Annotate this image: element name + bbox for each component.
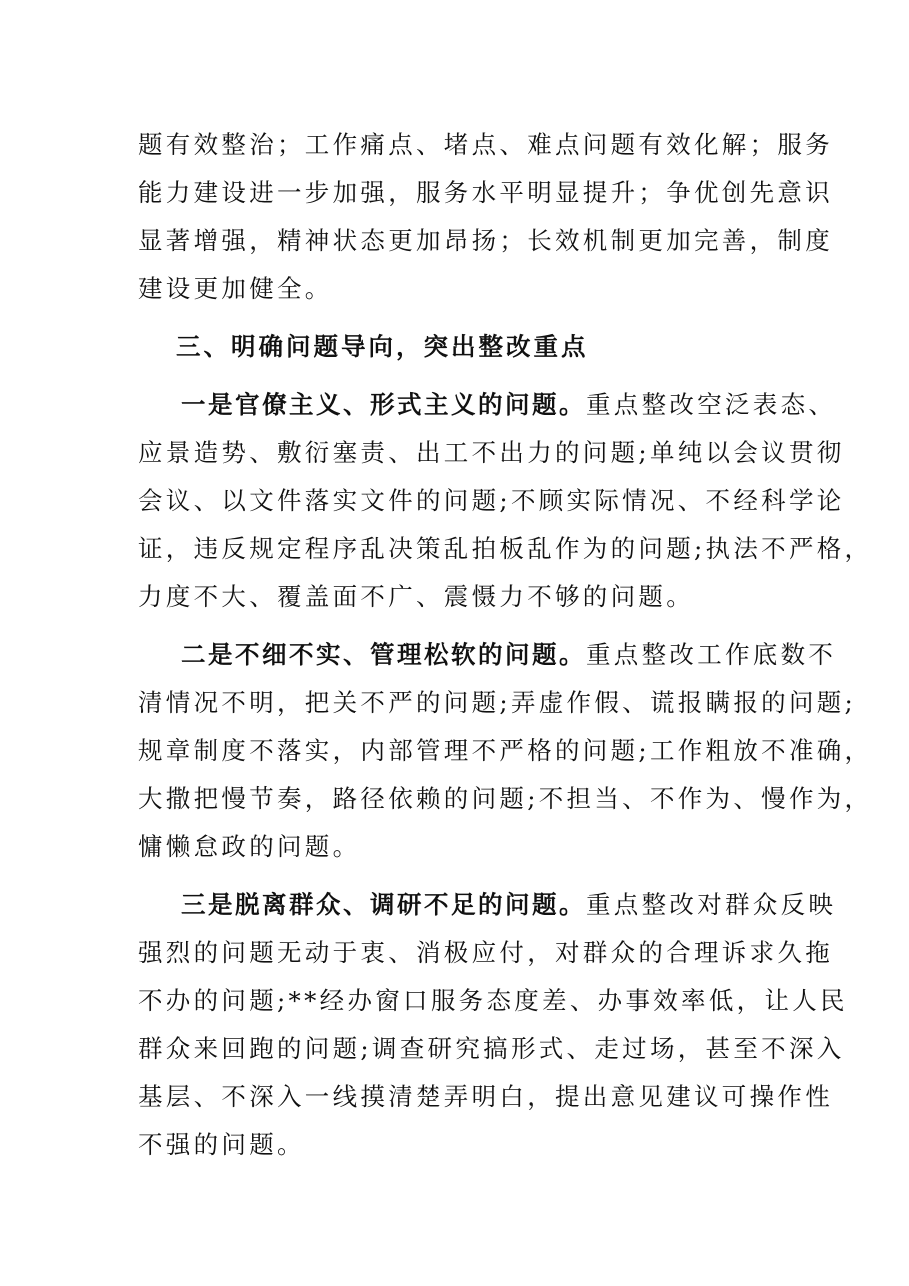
item-text: 重点整改空泛表态、 xyxy=(586,390,837,419)
paragraph-line: 群众来回跑的问题;调查研究搞形式、走过场，甚至不深入 xyxy=(138,1034,845,1063)
item-first-line xyxy=(181,890,836,920)
paragraph-line: 强烈的问题无动于衷、消极应付，对群众的合理诉求久拖 xyxy=(138,938,833,967)
paragraph-line: 证，违反规定程序乱决策乱拍板乱作为的问题;执法不严格， xyxy=(138,534,873,563)
paragraph-line: 大撒把慢节奏，路径依赖的问题;不担当、不作为、慢作为， xyxy=(138,784,873,813)
paragraph-line: 不强的问题。 xyxy=(138,1130,305,1159)
item-title: 二是不细不实、管理松软的问题。 xyxy=(181,640,586,669)
paragraph-line: 会议、以文件落实文件的问题;不顾实际情况、不经科学论 xyxy=(138,486,845,515)
paragraph-line: 能力建设进一步加强，服务水平明显提升；争优创先意识 xyxy=(138,178,833,207)
paragraph-line: 应景造势、敷衍塞责、出工不出力的问题;单纯以会议贯彻 xyxy=(138,438,845,467)
paragraph-line: 不办的问题;**经办窗口服务态度差、办事效率低，让人民 xyxy=(138,986,848,1015)
item-first-line xyxy=(181,640,836,670)
section-heading: 三、明确问题导向，突出整改重点 xyxy=(176,332,589,361)
paragraph-line: 力度不大、覆盖面不广、震慑力不够的问题。 xyxy=(138,582,694,611)
paragraph-line: 基层、不深入一线摸清楚弄明白，提出意见建议可操作性 xyxy=(138,1082,833,1111)
paragraph-line: 清情况不明，把关不严的问题;弄虚作假、谎报瞒报的问题; xyxy=(138,688,857,717)
paragraph-line: 显著增强，精神状态更加昂扬；长效机制更加完善，制度 xyxy=(138,226,833,255)
item-first-line xyxy=(181,390,836,420)
item-text: 重点整改工作底数不 xyxy=(586,640,837,669)
item-text: 重点整改对群众反映 xyxy=(586,890,837,919)
paragraph-line: 题有效整治；工作痛点、堵点、难点问题有效化解；服务 xyxy=(138,130,833,159)
item-title: 三是脱离群众、调研不足的问题。 xyxy=(181,890,586,919)
paragraph-line: 建设更加健全。 xyxy=(138,274,333,303)
paragraph-line: 慵懒怠政的问题。 xyxy=(138,832,361,861)
item-title: 一是官僚主义、形式主义的问题。 xyxy=(181,390,586,419)
paragraph-line: 规章制度不落实，内部管理不严格的问题;工作粗放不准确， xyxy=(138,736,873,765)
